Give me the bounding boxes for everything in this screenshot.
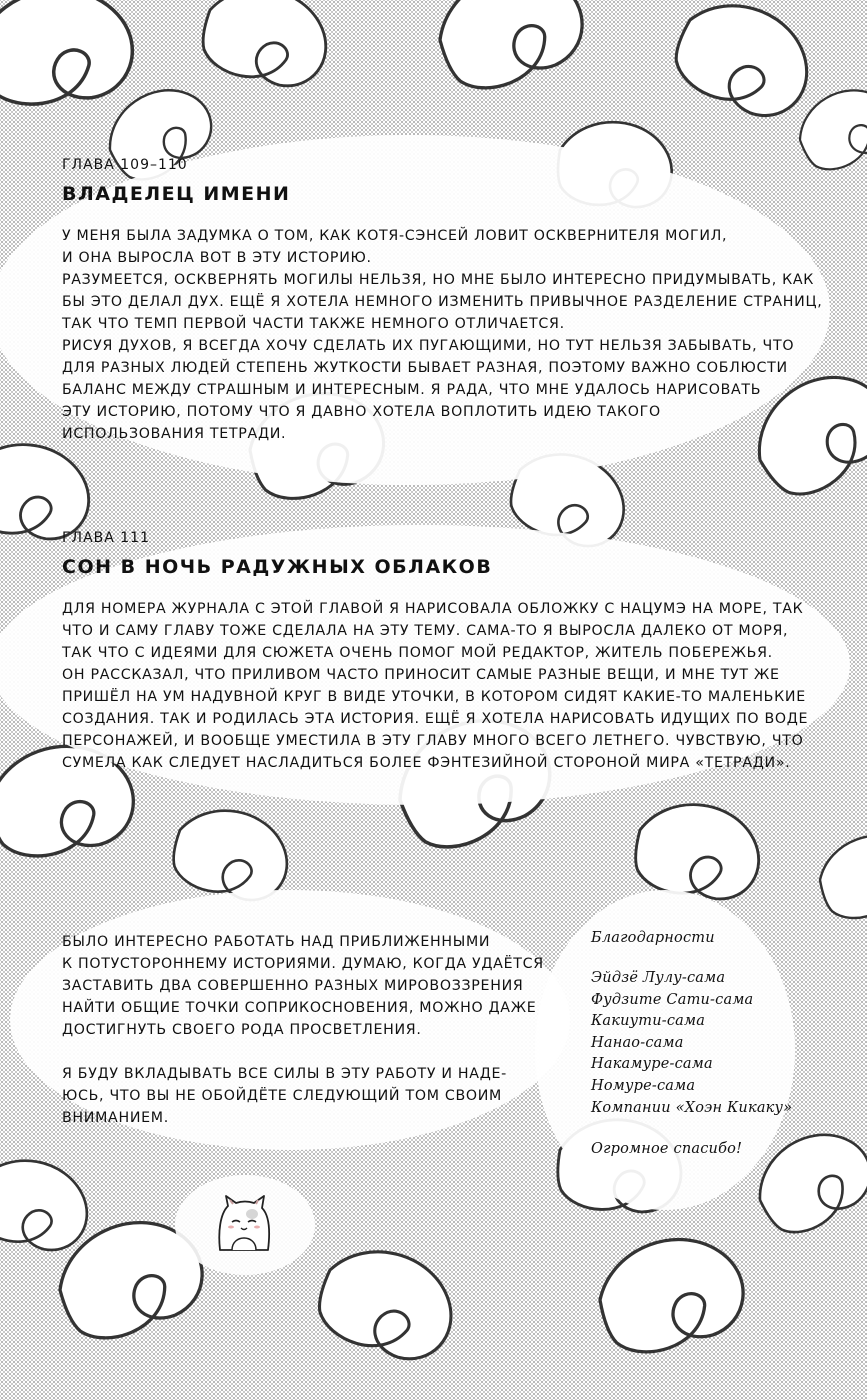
acknowledgements-list [591, 968, 861, 1119]
closing-paragraph-1: БЫЛО ИНТЕРЕСНО РАБОТАТЬ НАД ПРИБЛИЖЕННЫМИ К ПОТУСТОРОННЕМУ ИСТОРИЯМИ. ДУМАЮ, КОГДА УДАЁТСЯ ЗАСТАВИТЬ ДВА СОВЕРШЕННО РАЗНЫХ МИРОВОЗЗРЕНИЯ НАЙТИ ОБЩИЕ ТОЧКИ СОПРИКОСНОВЕНИЯ, МОЖНО ДАЖЕ ДОСТИГНУТЬ СВОЕГО РОДА ПРОСВЕТЛЕНИЯ. [62, 934, 544, 1038]
thanks-name: Какиути-сама [591, 1013, 706, 1030]
chapter-111-section [62, 530, 852, 774]
cat-sensei-icon [212, 1192, 276, 1256]
closing-remarks [62, 931, 562, 1129]
chapter-1-label: ГЛАВА 109–110 [62, 157, 188, 173]
acknowledgements [591, 930, 861, 1172]
thanks-name: Номуре-сама [591, 1077, 696, 1094]
chapter-1-commentary: У МЕНЯ БЫЛА ЗАДУМКА О ТОМ, КАК КОТЯ-СЭНСЕЙ ЛОВИТ ОСКВЕРНИТЕЛЯ МОГИЛ, И ОНА ВЫРОСЛА ВОТ В ЭТУ ИСТОРИЮ. РАЗУМЕЕТСЯ, ОСКВЕРНЯТЬ МОГИЛЫ НЕЛЬЗЯ, НО МНЕ БЫЛО ИНТЕРЕСНО ПРИДУМЫВАТЬ, КАК БЫ ЭТО ДЕЛАЛ ДУХ. ЕЩЁ Я ХОТЕЛА НЕМНОГО ИЗМЕНИТЬ ПРИВЫЧНОЕ РАЗДЕЛЕНИЕ СТРАНИЦ, ТАК ЧТО ТЕМП ПЕРВОЙ ЧАСТИ ТАКЖЕ НЕМНОГО ОТЛИЧАЕТСЯ. РИСУЯ ДУХОВ, Я ВСЕГДА ХОЧУ СДЕЛАТЬ ИХ ПУГАЮЩИМИ, НО ТУТ НЕЛЬЗЯ ЗАБЫВАТЬ, ЧТО ДЛЯ РАЗНЫХ ЛЮДЕЙ СТЕПЕНЬ ЖУТКОСТИ БЫВАЕТ РАЗНАЯ, ПОЭТОМУ ВАЖНО СОБЛЮСТИ БАЛАНС МЕЖДУ СТРАШНЫМ И ИНТЕРЕСНЫМ. Я РАДА, ЧТО МНЕ УДАЛОСЬ НАРИСОВАТЬ ЭТУ ИСТОРИЮ, ПОТОМУ ЧТО Я ДАВНО ХОТЕЛА ВОПЛОТИТЬ ИДЕЮ ТАКОГО ИСПОЛЬЗОВАНИЯ ТЕТРАДИ. [62, 228, 823, 442]
acknowledgements-closing: Огромное спасибо! [591, 1141, 743, 1158]
acknowledgements-title: Благодарности [591, 930, 715, 946]
chapter-2-label: ГЛАВА 111 [62, 530, 150, 546]
thanks-name: Эйдзё Лулу-сама [591, 970, 726, 986]
chapter-109-110-section [62, 157, 842, 445]
chapter-2-commentary: ДЛЯ НОМЕРА ЖУРНАЛА С ЭТОЙ ГЛАВОЙ Я НАРИСОВАЛА ОБЛОЖКУ С НАЦУМЭ НА МОРЕ, ТАК ЧТО И САМУ ГЛАВУ ТОЖЕ СДЕЛАЛА НА ЭТУ ТЕМУ. САМА-ТО Я ВЫРОСЛА ДАЛЕКО ОТ МОРЯ, ТАК ЧТО С ИДЕЯМИ ДЛЯ СЮЖЕТА ОЧЕНЬ ПОМОГ МОЙ РЕДАКТОР, ЖИТЕЛЬ ПОБЕРЕЖЬЯ. ОН РАССКАЗАЛ, ЧТО ПРИЛИВОМ ЧАСТО ПРИНОСИТ САМЫЕ РАЗНЫЕ ВЕЩИ, И МНЕ ТУТ ЖЕ ПРИШЁЛ НА УМ НАДУВНОЙ КРУГ В ВИДЕ УТОЧКИ, В КОТОРОМ СИДЯТ КАКИЕ-ТО МАЛЕНЬКИЕ СОЗДАНИЯ. ТАК И РОДИЛАСЬ ЭТА ИСТОРИЯ. ЕЩЁ Я ХОТЕЛА НАРИСОВАТЬ ИДУЩИХ ПО ВОДЕ ПЕРСОНАЖЕЙ, И ВООБЩЕ УМЕСТИЛА В ЭТУ ГЛАВУ МНОГО ВСЕГО ЛЕТНЕГО. ЧУВСТВУЮ, ЧТО СУМЕЛА КАК СЛЕДУЕТ НАСЛАДИТЬСЯ БОЛЕЕ ФЭНТЕЗИЙНОЙ СТОРОНОЙ МИРА «ТЕТРАДИ». [62, 601, 809, 771]
thanks-name: Фудзите Сати-сама [591, 991, 754, 1008]
thanks-name: Нанао-сама [591, 1034, 684, 1051]
chapter-1-title: ВЛАДЕЛЕЦ ИМЕНИ [62, 183, 291, 205]
thanks-name: Накамуре-сама [591, 1056, 713, 1073]
thanks-name: Компании «Хоэн Кикаку» [591, 1099, 793, 1116]
chapter-2-title: СОН В НОЧЬ РАДУЖНЫХ ОБЛАКОВ [62, 556, 493, 578]
closing-paragraph-2: Я БУДУ ВКЛАДЫВАТЬ ВСЕ СИЛЫ В ЭТУ РАБОТУ И НАДЕ- ЮСЬ, ЧТО ВЫ НЕ ОБОЙДЁТЕ СЛЕДУЮЩИЙ ТОМ СВОИМ ВНИМАНИЕМ. [62, 1066, 507, 1126]
